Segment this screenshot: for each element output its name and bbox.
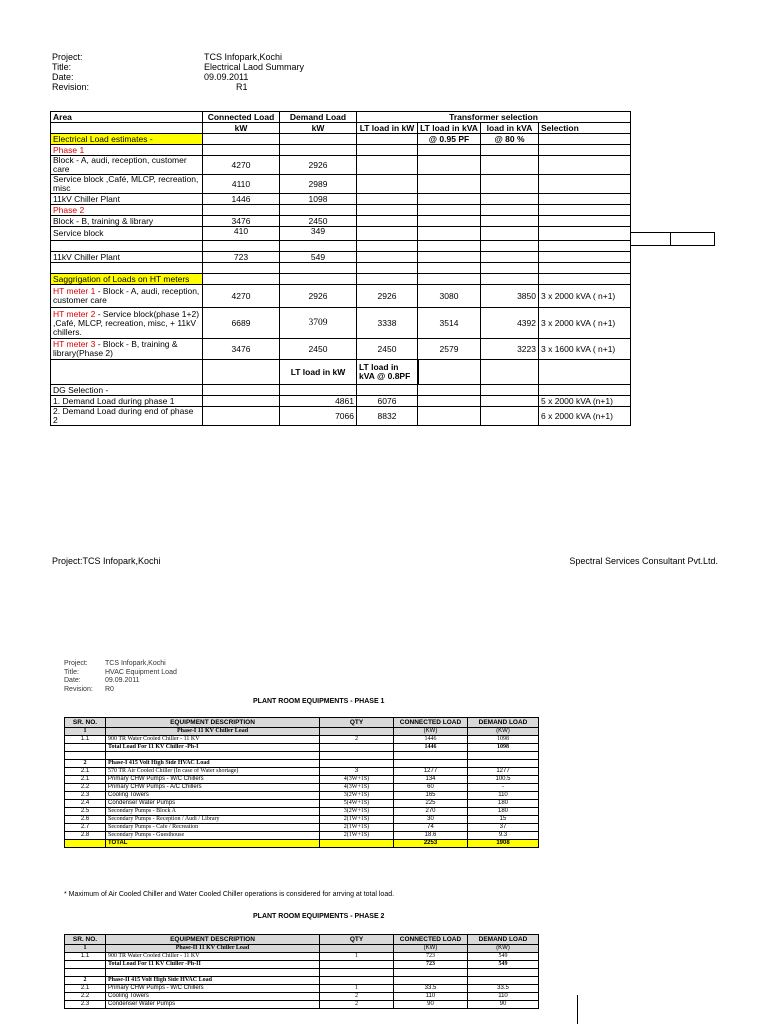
project-value: TCS Infopark,Kochi	[204, 52, 283, 62]
selection-cell: 3 x 2000 kVA ( n+1)	[539, 308, 631, 339]
project-label: Project:	[64, 660, 88, 667]
area-cell	[51, 339, 203, 360]
area-cell: 11kV Chiller Plant	[51, 252, 203, 263]
unit-kw: (KW)	[468, 728, 539, 736]
sr-cell: 1.1	[65, 953, 106, 961]
demand-cell: 549	[468, 953, 539, 961]
table-row	[51, 216, 631, 227]
desc-cell: Primary CHW Pumps - W/C Chillers	[106, 985, 320, 993]
desc-cell: Primary CHW Pumps - W/C Chillers	[106, 776, 320, 784]
load-kva-80-cell: 3223	[481, 339, 539, 360]
unit-kw: (KW)	[468, 945, 539, 953]
table-row	[65, 808, 539, 816]
desc-cell: Condenser Water Pumps	[106, 800, 320, 808]
table-row	[65, 832, 539, 840]
connected-load-cell: 4270	[203, 156, 280, 175]
qty-cell: 3(2W+1S)	[320, 792, 394, 800]
ht-meter-1-desc: - Block - A, audi, reception, customer care	[53, 286, 200, 305]
header2-values	[105, 660, 177, 694]
col-demand-load: Demand Load	[280, 112, 357, 123]
demand-cell: 1098	[468, 744, 539, 752]
desc-cell: Secondary Pumps - Guesthouse	[106, 832, 320, 840]
table-row	[51, 407, 631, 426]
table-row	[65, 752, 539, 760]
table-row	[51, 285, 631, 308]
demand-cell: 549	[468, 961, 539, 969]
date-label: Date:	[64, 677, 81, 684]
demand-cell: 37	[468, 824, 539, 832]
demand-load-cell: 2989	[280, 175, 357, 194]
table-row	[51, 263, 631, 274]
table-row	[51, 227, 631, 241]
connected-cell: 165	[394, 792, 468, 800]
lt-load-kw-cell: 2926	[357, 285, 418, 308]
ht-meter-3-label: HT meter 3	[53, 339, 96, 349]
ht-meter-2-desc: - Service block(phase 1+2) ,Café, MLCP, recreation, misc, + 11kV chillers.	[53, 308, 200, 337]
table-row	[51, 205, 631, 216]
connected-load-cell: 3476	[203, 216, 280, 227]
revision-label: Revision:	[52, 82, 90, 92]
selection-cell: 3 x 1600 kVA ( n+1)	[539, 339, 631, 360]
col-lt-load-kva: LT load in kVA	[418, 123, 481, 134]
area-cell: Service block ,Café, MLCP, recreation, misc	[51, 175, 203, 194]
col-demand-load: DEMAND LOAD	[468, 935, 539, 945]
connected-cell: 110	[394, 993, 468, 1001]
phase-1-label: Phase 1	[51, 145, 203, 156]
qty-cell: 1	[320, 953, 394, 961]
dg-col-lt-kw: LT load in kW	[280, 360, 357, 385]
dg-selection-cell: 6 x 2000 kVA (n+1)	[539, 407, 631, 426]
connected-cell: 134	[394, 776, 468, 784]
connected-cell: 18.6	[394, 832, 468, 840]
desc-cell: 900 TR Water Cooled Chiller - 11 KV	[106, 736, 320, 744]
table-row	[65, 760, 539, 768]
desc-cell: Secondary Pumps - Block A	[106, 808, 320, 816]
ht-meter-2-label: HT meter 2	[53, 308, 96, 319]
lt-load-kva-cell: 3514	[418, 308, 481, 339]
table-row	[51, 360, 631, 385]
col-demand-load: DEMAND LOAD	[468, 718, 539, 728]
title-value: Electrical Laod Summary	[204, 62, 305, 72]
table-row	[65, 840, 539, 848]
qty-cell: 2(1W+1S)	[320, 832, 394, 840]
date-value: 09.09.2011	[204, 72, 249, 82]
table-row	[65, 768, 539, 776]
connected-load-cell: 410	[203, 227, 280, 241]
demand-load-cell: 1098	[280, 194, 357, 205]
col-sr-no: SR. NO.	[65, 718, 106, 728]
sr-cell: 2.1	[65, 768, 106, 776]
qty-cell: 2(1W+1S)	[320, 824, 394, 832]
demand-load-cell: 2450	[280, 216, 357, 227]
table-row	[65, 961, 539, 969]
col-qty: QTY	[320, 718, 394, 728]
connected-load-cell: 6689	[203, 308, 280, 339]
total-connected: 2253	[394, 840, 468, 848]
desc-cell: Cooling Towers	[106, 993, 320, 1001]
demand-load-cell: 349	[280, 227, 357, 241]
demand-cell: 90	[468, 1001, 539, 1009]
connected-cell: 1446	[394, 736, 468, 744]
area-cell: Service block	[51, 227, 203, 241]
qty-cell: 2	[320, 993, 394, 1001]
table-row	[65, 736, 539, 744]
area-cell: 11kV Chiller Plant	[51, 194, 203, 205]
unit-kw: kW	[280, 123, 357, 134]
table-header-row	[65, 935, 539, 945]
title-label: Title:	[64, 668, 79, 676]
col-lt-load-kw: LT load in kW	[357, 123, 418, 134]
dg-kw-cell: 4861	[280, 396, 357, 407]
connected-cell: 225	[394, 800, 468, 808]
connected-cell: 30	[394, 816, 468, 824]
demand-cell: 180	[468, 800, 539, 808]
total-label: TOTAL	[106, 840, 320, 848]
connected-cell: 1446	[394, 744, 468, 752]
revision-value: R0	[105, 685, 114, 693]
sr-cell: 2.2	[65, 993, 106, 1001]
table-row	[51, 339, 631, 360]
demand-cell: 180	[468, 808, 539, 816]
sr-cell: 1.1	[65, 736, 106, 744]
col-description: EQUIPMENT DESCRIPTION	[106, 935, 320, 945]
area-cell	[51, 308, 203, 339]
demand-load-cell: 2450	[280, 339, 357, 360]
connected-cell: 60	[394, 784, 468, 792]
connected-cell: 723	[394, 961, 468, 969]
selection-cell: 3 x 2000 kVA ( n+1)	[539, 285, 631, 308]
revision-label: Revision:	[64, 685, 93, 693]
qty-cell: 3(2W+1S)	[320, 808, 394, 816]
table-row	[51, 252, 631, 263]
table-row	[51, 145, 631, 156]
table-row	[51, 134, 631, 145]
col-qty: QTY	[320, 935, 394, 945]
dg-row-label: 1. Demand Load during phase 1	[51, 396, 203, 407]
electrical-load-table	[50, 111, 631, 426]
demand-cell: 33.5	[468, 985, 539, 993]
phase-2-equipment-table	[64, 934, 539, 1009]
sr-cell: 2.1	[65, 776, 106, 784]
load-kva-80-cell: 4392	[481, 308, 539, 339]
table-row	[65, 953, 539, 961]
table-row	[51, 241, 631, 252]
table-row	[65, 792, 539, 800]
table-row	[65, 824, 539, 832]
project-label: Project:	[52, 52, 83, 62]
qty-cell: 5(4W+1S)	[320, 800, 394, 808]
sr-cell: 1	[65, 945, 106, 953]
table-row	[65, 816, 539, 824]
connected-load-cell: 1446	[203, 194, 280, 205]
desc-cell: Condenser Water Pumps	[106, 1001, 320, 1009]
lt-load-kva-cell: 2579	[418, 339, 481, 360]
table-header-row	[65, 718, 539, 728]
percent-note: @ 80 %	[481, 134, 539, 145]
desc-cell: 900 TR Water Cooled Chiller - 11 KV	[106, 953, 320, 961]
area-cell: Block - B, training & library	[51, 216, 203, 227]
table-row	[65, 1001, 539, 1009]
demand-cell: 15	[468, 816, 539, 824]
col-sr-no: SR. NO.	[65, 935, 106, 945]
table-row	[65, 784, 539, 792]
footer-company: Spectral Services Consultant Pvt.Ltd.	[569, 556, 718, 566]
sr-cell: 2.3	[65, 1001, 106, 1009]
sr-cell: 2.6	[65, 816, 106, 824]
desc-cell: Secondary Pumps - Reception / Audi / Library	[106, 816, 320, 824]
sr-cell: 2.2	[65, 784, 106, 792]
col-transformer-selection: Transformer selection	[357, 112, 631, 123]
demand-load-cell: 2926	[280, 285, 357, 308]
area-cell: Block - A, audi, reception, customer care	[51, 156, 203, 175]
desc-cell: Total Load For 11 KV Chiller -Ph-I	[106, 744, 320, 752]
table-row	[65, 969, 539, 977]
qty-cell: 3	[320, 768, 394, 776]
desc-cell: Primary CHW Pumps - A/C Chillers	[106, 784, 320, 792]
dg-selection-label: DG Selection -	[51, 385, 203, 396]
sr-cell: 2	[65, 977, 106, 985]
connected-cell: 90	[394, 1001, 468, 1009]
demand-cell: 1277	[468, 768, 539, 776]
unit-kw: (KW)	[394, 945, 468, 953]
dg-col-lt-kva: LT load in kVA @ 0.8PF	[357, 360, 418, 385]
title-label: Title:	[52, 62, 72, 72]
unit-kw: kW	[203, 123, 280, 134]
phase-1-title: PLANT ROOM EQUIPMENTS - PHASE 1	[253, 698, 385, 705]
table-row	[51, 156, 631, 175]
connected-load-cell: 4110	[203, 175, 280, 194]
table-row	[65, 977, 539, 985]
demand-cell: 110	[468, 792, 539, 800]
phase-2-title: PLANT ROOM EQUIPMENTS - PHASE 2	[253, 913, 385, 920]
desc-cell: Cooling Towers	[106, 792, 320, 800]
connected-load-cell: 3476	[203, 339, 280, 360]
sr-cell: 2.3	[65, 792, 106, 800]
lt-load-kw-cell: 3338	[357, 308, 418, 339]
col-selection: Selection	[539, 123, 631, 134]
pf-note: @ 0.95 PF	[418, 134, 481, 145]
demand-cell: 100.5	[468, 776, 539, 784]
load-kva-80-cell: 3850	[481, 285, 539, 308]
table-row	[51, 194, 631, 205]
table-row	[65, 776, 539, 784]
connected-load-cell: 723	[203, 252, 280, 263]
total-demand: 1908	[468, 840, 539, 848]
table-row	[51, 175, 631, 194]
qty-cell: 2(1W+1S)	[320, 816, 394, 824]
table-subheader-row	[51, 123, 631, 134]
phase-2-label: Phase 2	[51, 205, 203, 216]
demand-load-cell: 549	[280, 252, 357, 263]
table-row	[51, 396, 631, 407]
demand-load-cell: 3709	[280, 308, 357, 339]
table-row	[65, 744, 539, 752]
sr-cell: 1	[65, 728, 106, 736]
lt-load-kw-cell: 2450	[357, 339, 418, 360]
sr-cell: 2.7	[65, 824, 106, 832]
qty-cell: 1	[320, 985, 394, 993]
sr-cell: 2.5	[65, 808, 106, 816]
section-title: Phase-I 11 KV Chiller Load	[106, 728, 320, 736]
table-row	[65, 993, 539, 1001]
demand-cell: 9.3	[468, 832, 539, 840]
col-connected-load: Connected Load	[203, 112, 280, 123]
qty-cell: 2	[320, 736, 394, 744]
demand-cell: 1098	[468, 736, 539, 744]
table-row	[51, 274, 631, 285]
dg-kva-cell: 6076	[357, 396, 418, 407]
extra-cell	[630, 232, 715, 246]
col-connected-load: CONNECTED LOAD	[394, 718, 468, 728]
connected-cell: 723	[394, 953, 468, 961]
ht-meter-1-label: HT meter 1	[53, 286, 96, 296]
section-title: Phase-I 415 Volt High Side HVAC Load	[106, 760, 320, 768]
table-row	[65, 800, 539, 808]
connected-cell: 74	[394, 824, 468, 832]
section-title: Phase-II 11 KV Chiller Load	[106, 945, 320, 953]
qty-cell: 4(3W+1S)	[320, 776, 394, 784]
dg-kw-cell: 7066	[280, 407, 357, 426]
sr-cell: 2.8	[65, 832, 106, 840]
connected-load-cell: 4270	[203, 285, 280, 308]
table-row	[65, 985, 539, 993]
section-saggrigation: Saggrigation of Loads on HT meters	[51, 274, 203, 285]
desc-cell: Secondary Pumps - Cafe / Recreation	[106, 824, 320, 832]
table-row	[51, 308, 631, 339]
connected-cell: 270	[394, 808, 468, 816]
divider	[577, 995, 578, 1024]
table-row	[51, 385, 631, 396]
dg-selection-cell: 5 x 2000 kVA (n+1)	[539, 396, 631, 407]
area-cell	[51, 285, 203, 308]
footnote: * Maximum of Air Cooled Chiller and Water Cooled Chiller operations is considered for arrving at total load.	[64, 891, 395, 898]
unit-kw: (KW)	[394, 728, 468, 736]
section-estimates: Electrical Load estimates -	[51, 134, 203, 145]
table-row	[65, 945, 539, 953]
lt-load-kva-cell: 3080	[418, 285, 481, 308]
qty-cell: 4(3W+1S)	[320, 784, 394, 792]
header2-labels	[64, 660, 93, 694]
demand-cell: 110	[468, 993, 539, 1001]
connected-cell: 33.5	[394, 985, 468, 993]
phase-1-equipment-table	[64, 717, 539, 848]
sr-cell: 2.1	[65, 985, 106, 993]
col-area: Area	[51, 112, 203, 123]
dg-kva-cell: 8832	[357, 407, 418, 426]
demand-load-cell: 2926	[280, 156, 357, 175]
connected-cell: 1277	[394, 768, 468, 776]
date-value: 09.09.2011	[105, 677, 140, 684]
date-label: Date:	[52, 72, 74, 82]
dg-row-label: 2. Demand Load during end of phase 2	[51, 407, 203, 426]
header-labels	[52, 52, 89, 92]
col-connected-load: CONNECTED LOAD	[394, 935, 468, 945]
project-value: TCS Infopark,Kochi	[105, 660, 166, 667]
sr-cell: 2.4	[65, 800, 106, 808]
col-description: EQUIPMENT DESCRIPTION	[106, 718, 320, 728]
ht-meter-3-desc: - Block - B, training & library(Phase 2)	[53, 339, 178, 358]
desc-cell: 570 TR Air Cooled Chiller (In case of Water shortage)	[106, 768, 320, 776]
desc-cell: Total Load For 11 KV Chiller -Ph-II	[106, 961, 320, 969]
revision-value: R1	[236, 82, 248, 92]
sr-cell: 2	[65, 760, 106, 768]
col-load-kva-80: load in kVA	[481, 123, 539, 134]
title-value: HVAC Equipment Load	[105, 668, 177, 676]
section-title: Phase-II 415 Volt High Side HVAC Load	[106, 977, 320, 985]
header-values	[204, 52, 304, 92]
demand-cell: -	[468, 784, 539, 792]
footer-project: Project:TCS Infopark,Kochi	[52, 556, 161, 566]
table-row	[65, 728, 539, 736]
table-header-row	[51, 112, 631, 123]
qty-cell: 2	[320, 1001, 394, 1009]
